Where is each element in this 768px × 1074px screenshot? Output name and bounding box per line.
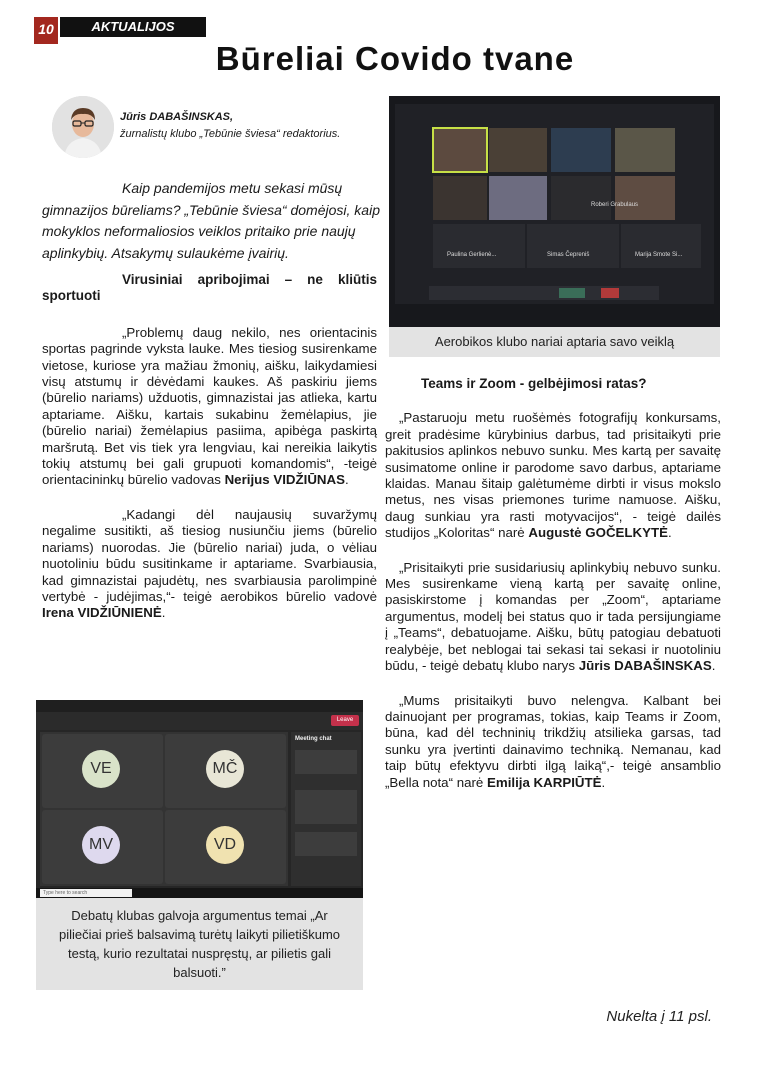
author-name: Jūris DABAŠINSKAS, (120, 111, 234, 123)
quote-author: Emilija KARPIŪTĖ (487, 774, 602, 790)
tile-name: Roberi Grabulaus (591, 202, 639, 208)
author-avatar (52, 96, 114, 158)
participant-avatar: VE (82, 750, 120, 788)
right-paragraph-3: „Mums prisitaikyti buvo nelengva. Kalbant bei dainuojant per programas, tokias, kaip Teams ir Zoom, būna, kad dėl techninių trikdžių atsilieka garsas, tad sunku yra įvertinti dainavimo techniką. Nemanau, kad taip būtų efektyvu dirbti ilgą laiką“,- teigė ansamblio „Bella nota“ narė Emilija KARPIŪTĖ. (385, 692, 721, 790)
taskbar-search-input[interactable]: Type here to search (40, 889, 132, 897)
meeting-toolbar (36, 712, 363, 730)
quote-author: Jūris DABAŠINSKAS (578, 658, 712, 674)
debate-meeting-photo (36, 700, 363, 898)
video-call-screen (389, 96, 720, 327)
quote-author: Irena VIDŽIŪNIENĖ (42, 605, 162, 621)
chat-title: Meeting chat (295, 736, 332, 742)
leave-button[interactable]: Leave (331, 715, 359, 726)
participant-avatar: MV (82, 826, 120, 864)
section-label: AKTUALIJOS (60, 17, 206, 37)
right-column (385, 376, 721, 791)
article-title: Būreliai Covido tvane (215, 40, 575, 77)
right-paragraph-1: „Pastaruoju metu ruošėmės fotografijų konkursams, greit pradėsime kūrybinius darbus, tad prisitaikyti prie pakitusios aplinkos nebuvo sunku. Mes kartą per savaitę susimatome online ir parodome savo darbus, aptariame klaidas. Manau šitaip galėtumėme dirbti ir visus mokslo metus, nes visas priemones turime namuose. Aišku, daug sunkiau yra rasti motyvacijos“, - teigė dailės studijos „Koloritas“ narė Augustė GOČELKYTĖ. (385, 410, 721, 541)
intro-text: Kaip pandemijos metu sekasi mūsų gimnazijos būreliams? „Tebūnie šviesa“ domėjosi, kaip mokyklos neformaliosios veiklos pritaiko prie naujų aplinkybių. Atsakymų sulaukėme įvairių. (42, 180, 380, 261)
right-heading: Teams ir Zoom - gelbėjimosi ratas? (421, 376, 647, 391)
author-photo (52, 96, 114, 158)
window-titlebar (36, 700, 363, 712)
video-grid (40, 732, 288, 886)
debate-caption: Debatų klubas galvoja argumentus temai „Ar piliečiai prieš balsavimą turėtų laikyti pilietiškumo testą, kurio rezultatai nuspręstų, ar pilietis gali balsuoti.” (36, 898, 363, 990)
tile-name: Simas Čepreniš (547, 252, 590, 258)
left-heading: Virusiniai apribojimai – ne kliūtis sportuoti (42, 272, 377, 304)
participant-avatar: VD (206, 826, 244, 864)
aerobics-caption: Aerobikos klubo nariai aptaria savo veiklą (389, 327, 720, 357)
intro-paragraph (42, 178, 380, 264)
left-paragraph-1: „Problemų daug nekilo, nes orientacinis sportas pagrinde vyksta lauke. Mes tiesiog susirenkame vietose, kuriose yra mažiau žmonių, aišku, laikydamiesi visų atstumų ir dėvėdami kaukes. Aš paskiriu jiems (būrelio nariams) užduotis, gimnazistai jas atlieka, kartu aptariame. Aišku, kartais sukabinu žemėlapius, jie (būrelio nariai) žemėlapius pasiima, apibėga paskirtą maršrutą. Bet vis tiek yra lengviau, kai nereikia laikytis tokių atstumų bei gali grupuoti komandomis“, -teigė orientacininkų būrelio vadovas Nerijus VIDŽIŪNAS. (42, 324, 377, 488)
tile-name: Marija Smote Si... (635, 252, 683, 258)
author-role: žurnalistų klubo „Tebūnie šviesa“ redaktorius. (120, 128, 341, 140)
tile-name: Paulina Gerlienė... (447, 252, 497, 258)
left-column (42, 272, 377, 622)
taskbar (36, 888, 363, 898)
quote-author: Nerijus VIDŽIŪNAS (224, 472, 346, 488)
quote-author: Augustė GOČELKYTĖ (528, 525, 668, 541)
participant-avatar: MČ (206, 750, 244, 788)
left-paragraph-2: „Kadangi dėl naujausių suvaržymų negalime susitikti, aš tiesiog nusiunčiu jiems (būrelio nariams) nuorodas. Jie (būrelio nariai) juda, o vėliau nuotoliniu būdu susitinkame ir aptariame. Svarbiausia, kad gimnazistai pajudėtų, nes svarbiausia parolimpinė vertybė - judėjimas,“- teigė aerobikos būrelio vadovė Irena VIDŽIŪNIENĖ. (42, 506, 377, 621)
continued-note: Nukelta į 11 psl. (606, 1008, 712, 1025)
page-number: 10 (34, 17, 58, 44)
aerobics-meeting-photo (389, 96, 720, 327)
chat-panel (291, 732, 361, 886)
right-paragraph-2: „Prisitaikyti prie susidariusių aplinkybių nebuvo sunku. Mes susirenkame vieną kartą per savaitę online, pasiskirstome į komandas per „Zoom“, aptariame argumentus, modelį bei status quo ir tada persijungiame į „Teams“, debatuojame. Aišku, būtų patogiau debatuoti realybėje, bet neblogai tai sekasi tai sekasi ir nuotoliniu būdu, - teigė debatų klubo narys Jūris DABAŠINSKAS. (385, 559, 721, 674)
